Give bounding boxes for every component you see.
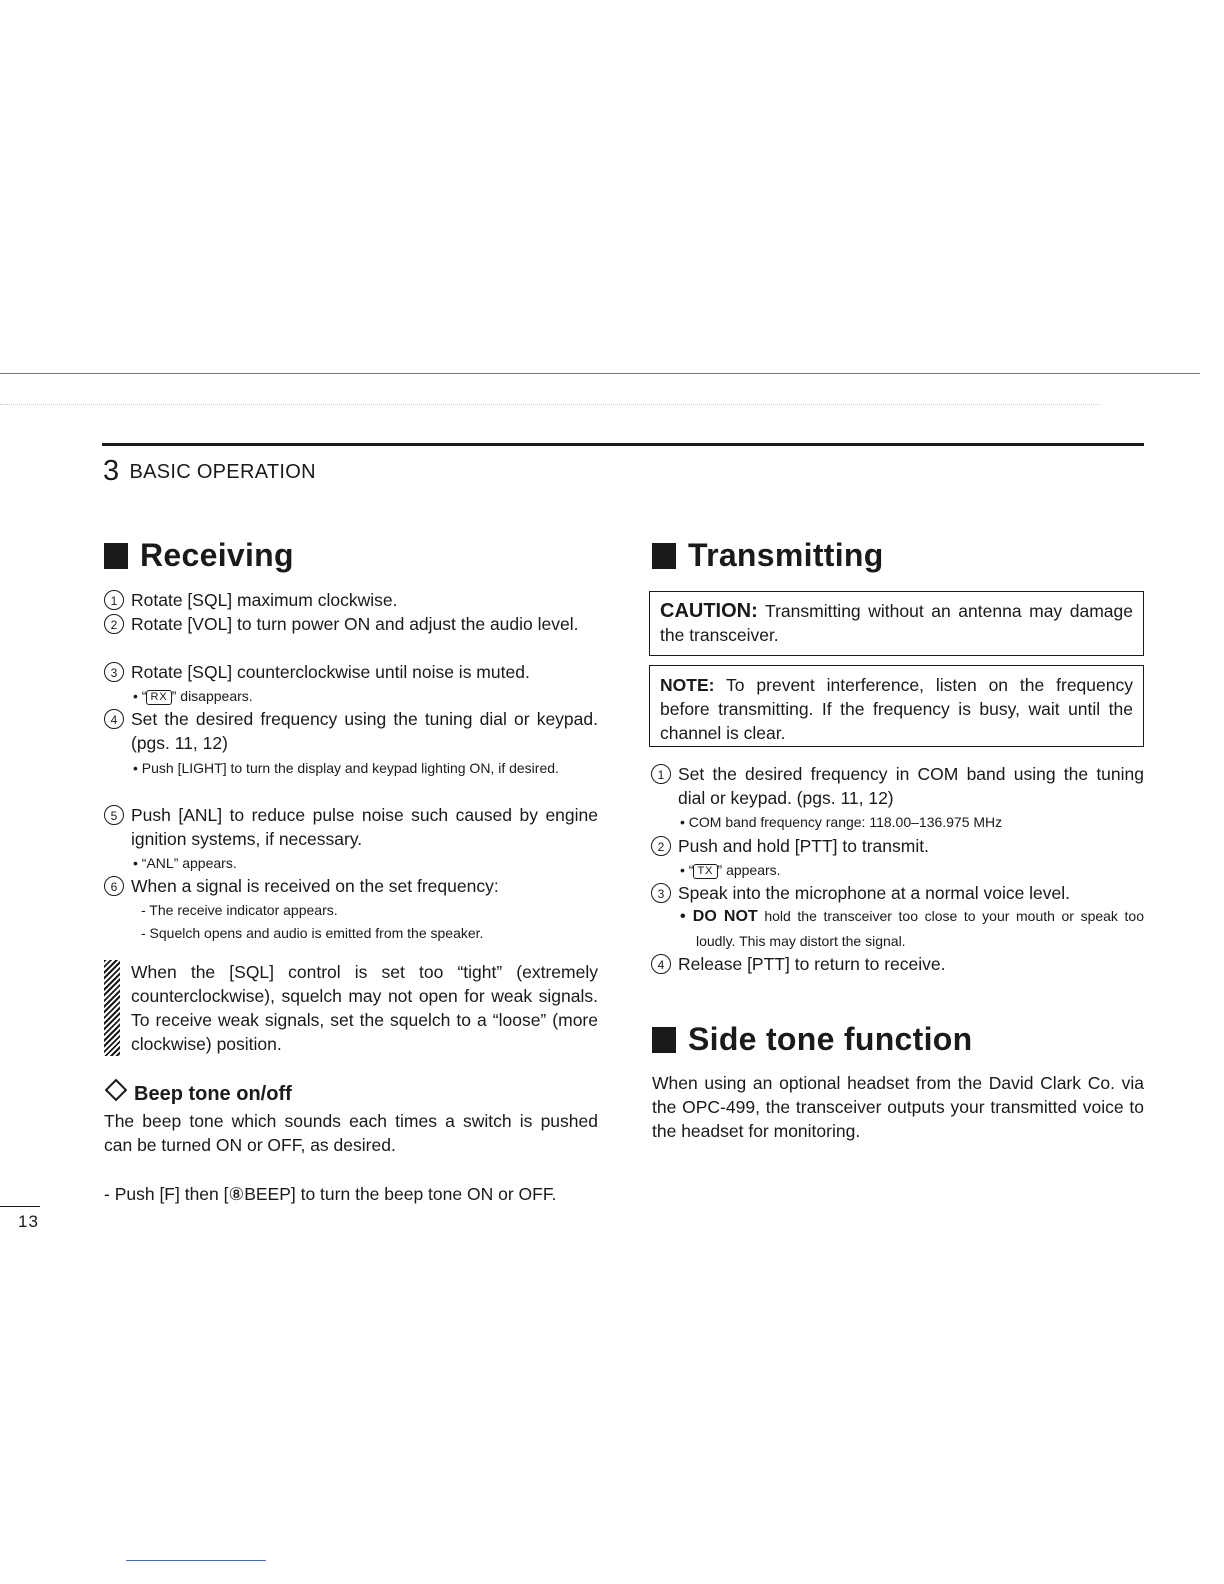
receiving-step-2: 2 Rotate [VOL] to turn power ON and adjust the audio level. xyxy=(131,612,598,636)
scan-artifact-line xyxy=(0,373,1200,374)
page-number: 13 xyxy=(18,1212,39,1231)
transmitting-step-1: 1 Set the desired frequency in COM band using the tuning dial or keypad. (pgs. 11, 12) xyxy=(678,762,1144,810)
com-bullet: • COM band frequency range: 118.00–136.975 MHz xyxy=(680,814,1003,830)
chapter-heading xyxy=(103,455,316,488)
beep-instruction: - Push [F] then [⑧BEEP] to turn the beep tone ON or OFF. xyxy=(104,1184,557,1204)
side-tone-title: Side tone function xyxy=(688,1021,973,1057)
do-not-warning: • DO NOT hold the transceiver too close to your mouth or speak too loudly. This may distort the signal. xyxy=(680,908,1145,949)
step-number: 1 xyxy=(651,764,671,784)
header-rule xyxy=(102,443,1144,446)
caution-label: CAUTION: xyxy=(660,600,758,622)
transmitting-step-2: 2 Push and hold [PTT] to transmit. xyxy=(678,834,1144,858)
step-number: 4 xyxy=(651,954,671,974)
note-label: NOTE: xyxy=(660,675,715,695)
note-box: NOTE: To prevent interference, listen on the frequency before transmitting. If the frequency is busy, wait until the channel is clear. xyxy=(649,665,1144,747)
side-tone-text: When using an optional headset from the David Clark Co. via the OPC-499, the transceiver outputs your transmitted voice to the headset for monitoring. xyxy=(652,1073,1144,1141)
rx-lcd-icon: RX xyxy=(146,690,171,705)
receiving-step-3: 3 Rotate [SQL] counterclockwise until noise is muted. xyxy=(131,660,598,684)
light-bullet: • Push [LIGHT] to turn the display and keypad lighting ON, if desired. xyxy=(133,760,559,776)
step-number: 3 xyxy=(651,883,671,903)
receiving-step-5: 5 Push [ANL] to reduce pulse noise such caused by engine ignition systems, if necessary. xyxy=(131,803,598,851)
beep-heading xyxy=(104,1082,292,1106)
beep-description: The beep tone which sounds each times a switch is pushed can be turned ON or OFF, as desired. xyxy=(104,1111,598,1155)
transmitting-step-4: 4 Release [PTT] to return to receive. xyxy=(678,952,1144,976)
receiving-title: Receiving xyxy=(140,537,294,573)
indicator-line: - The receive indicator appears. xyxy=(141,902,338,918)
chapter-title: BASIC OPERATION xyxy=(129,461,316,483)
step-number: 6 xyxy=(104,876,124,896)
scan-artifact-dots xyxy=(0,404,1100,405)
step-number: 4 xyxy=(104,709,124,729)
step-number: 5 xyxy=(104,805,124,825)
rx-bullet: • “ RX ” disappears. xyxy=(133,688,253,704)
receiving-step-6: 6 When a signal is received on the set frequency: xyxy=(131,874,598,898)
page-number-rule xyxy=(0,1206,40,1207)
heading-square-icon xyxy=(104,543,128,569)
diamond-icon xyxy=(105,1079,128,1102)
beep-title: Beep tone on/off xyxy=(134,1083,292,1105)
tx-bullet: • “ TX ” appears. xyxy=(680,862,781,878)
chapter-number: 3 xyxy=(103,455,120,487)
side-tone-heading xyxy=(652,1021,973,1058)
tx-lcd-icon: TX xyxy=(693,864,717,879)
heading-square-icon xyxy=(652,543,676,569)
note-hatch-icon xyxy=(104,960,120,1056)
step-number: 3 xyxy=(104,662,124,682)
scan-artifact-bottom-line xyxy=(126,1560,266,1561)
caution-box: CAUTION: Transmitting without an antenna may damage the transceiver. xyxy=(649,591,1144,656)
step-number: 2 xyxy=(651,836,671,856)
receiving-heading xyxy=(104,537,294,574)
receiving-step-4: 4 Set the desired frequency using the tuning dial or keypad. (pgs. 11, 12) xyxy=(131,707,598,755)
squelch-line: - Squelch opens and audio is emitted from the speaker. xyxy=(141,925,484,941)
transmitting-title: Transmitting xyxy=(688,537,884,573)
receiving-step-1: 1 Rotate [SQL] maximum clockwise. xyxy=(131,588,598,612)
step-number: 2 xyxy=(104,614,124,634)
anl-bullet: • “ANL” appears. xyxy=(133,855,237,871)
heading-square-icon xyxy=(652,1027,676,1053)
transmitting-step-3: 3 Speak into the microphone at a normal voice level. xyxy=(678,881,1144,905)
step-number: 1 xyxy=(104,590,124,610)
transmitting-heading xyxy=(652,537,884,574)
squelch-note: When the [SQL] control is set too “tight” (extremely counterclockwise), squelch may not open for weak signals. To receive weak signals, set the squelch to a “loose” (more clockwise) position. xyxy=(131,962,598,1054)
